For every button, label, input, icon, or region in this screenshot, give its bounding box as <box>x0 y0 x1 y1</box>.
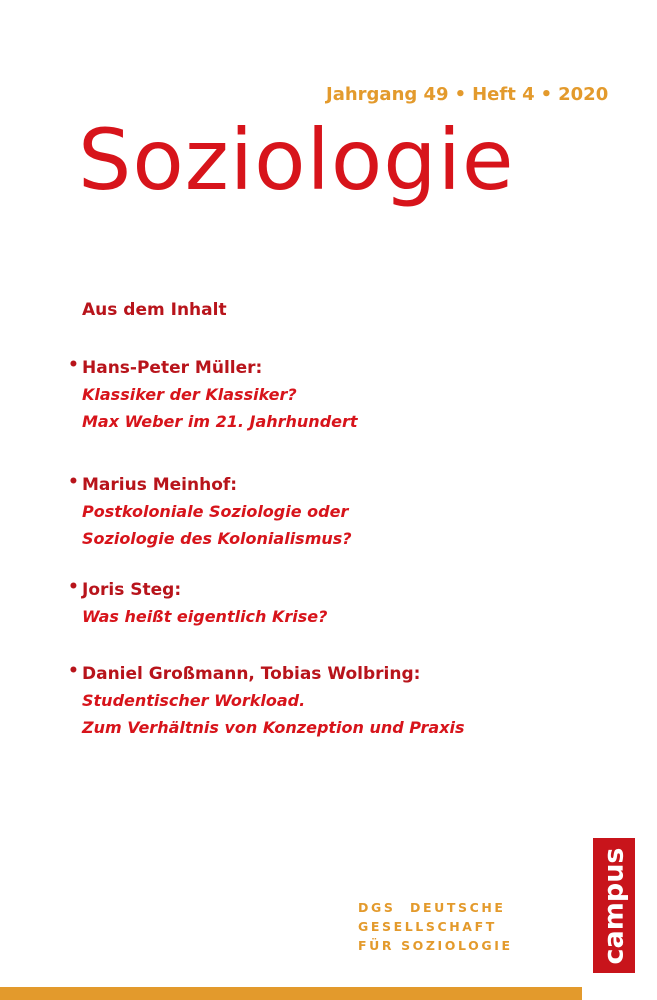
toc-item <box>64 577 327 630</box>
issue-separator: • <box>540 84 553 105</box>
issue-separator: • <box>454 84 467 105</box>
publisher-name: campus <box>598 847 630 964</box>
toc-article-title: Klassiker der Klassiker? <box>82 385 297 404</box>
toc-author: Hans-Peter Müller: <box>82 358 263 378</box>
journal-title: Soziologie <box>78 111 515 209</box>
toc-heading: Aus dem Inhalt <box>82 300 227 320</box>
toc-item <box>64 472 352 552</box>
bullet-icon: • <box>68 472 79 492</box>
toc-item <box>64 661 465 741</box>
toc-article-title: Was heißt eigentlich Krise? <box>82 607 328 626</box>
issue-volume: Jahrgang 49 <box>326 84 449 105</box>
society-name-line-1: DEUTSCHE <box>410 900 506 915</box>
issue-number: Heft 4 <box>472 84 535 105</box>
toc-item <box>64 355 358 435</box>
toc-article-title: Soziologie des Kolonialismus? <box>82 529 352 548</box>
toc-article-title: Max Weber im 21. Jahrhundert <box>82 412 358 431</box>
society-abbr: DGS <box>358 900 396 915</box>
toc-article-title: Postkoloniale Soziologie oder <box>82 502 349 521</box>
bottom-rule <box>0 987 582 1000</box>
toc-author: Marius Meinhof: <box>82 475 238 495</box>
bullet-icon: • <box>68 355 79 375</box>
issue-year: 2020 <box>558 84 609 105</box>
toc-article-title: Studentischer Workload. <box>82 691 306 710</box>
toc-article-title: Zum Verhältnis von Konzeption und Praxis <box>82 718 465 737</box>
bullet-icon: • <box>68 577 79 597</box>
bullet-icon: • <box>68 661 79 681</box>
publisher-logo <box>593 838 635 973</box>
society-name-line-2: GESELLSCHAFT <box>358 919 497 934</box>
society-logo <box>358 898 513 955</box>
issue-info <box>326 84 608 105</box>
society-name-line-3: FÜR SOZIOLOGIE <box>358 938 513 953</box>
toc-author: Daniel Großmann, Tobias Wolbring: <box>82 664 421 684</box>
toc-author: Joris Steg: <box>82 580 182 600</box>
